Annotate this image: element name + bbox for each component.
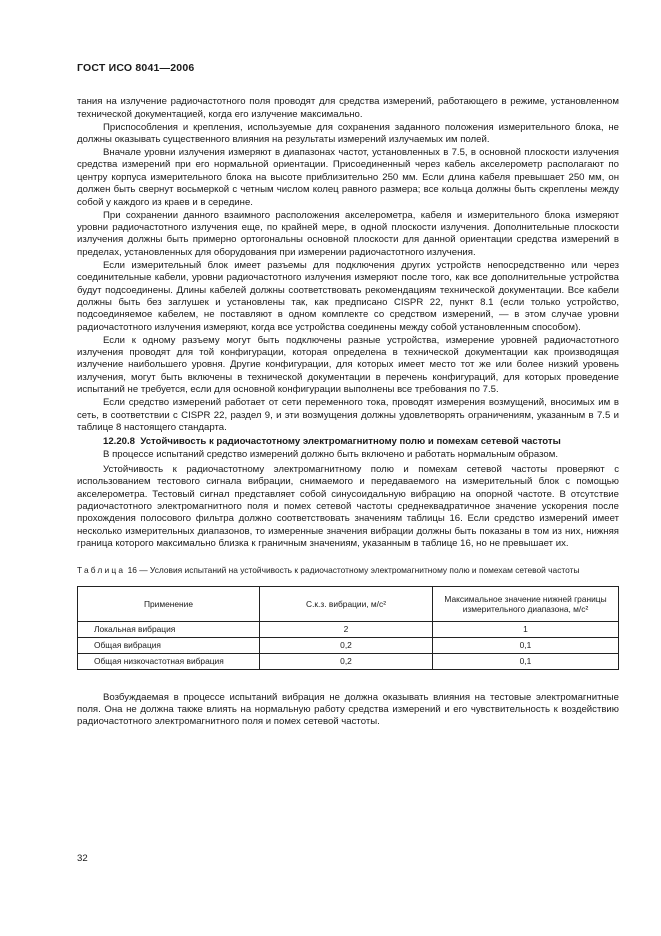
section-number: 12.20.8 [103, 436, 136, 448]
table-header-row [78, 586, 619, 621]
paragraph: В процессе испытаний средство измерений должно быть включено и работать нормальным образом. [103, 449, 558, 461]
table-cell: Общая низкочастотная вибрация [78, 653, 260, 669]
table-caption [77, 565, 619, 576]
table-caption-text: — Условия испытаний на устойчивость к радиочастотному электромагнитному полю и помехам сетевой частоты [139, 564, 580, 575]
paragraph: Если средство измерений работает от сети переменного тока, проводят измерения возмущений, вносимых им в сеть, в соответствии с CISPR 22, раздел 9, и эти возмущения должны удовлетворять ограничениям, указанным в 7.5 и таблице 8 настоящего стандарта. [77, 397, 619, 433]
table-header-cell: С.к.з. вибрации, м/с² [260, 586, 433, 621]
section-heading [77, 436, 619, 448]
table-cell: 0,1 [433, 653, 619, 669]
paragraph: Устойчивость к радиочастотному электромагнитному полю и помехам сетевой частоты проверяют с использованием тестового сигнала вибрации, снимаемого и передаваемого на измерительный блок с помощью акселерометра. Тестовый сигнал представляет собой синусоидальную вибрацию на опорной частоте. В отсутствие радиочастотного электромагнитного поля и помех сетевой частоты среднеквадратичное значение ускорения после прохождения полосового фильтра должно соответствовать значениям таблицы 16. Если средство измерений имеет несколько измерительных диапазонов, то измеренные значения вибрации должны быть показаны в том из них, нижняя граница которого максимально близка к граничным значениям, указанным в таблице 16, но не превышает их. [77, 463, 619, 550]
table-cell: 0,1 [433, 637, 619, 653]
paragraph: Если измерительный блок имеет разъемы для подключения других устройств непосредственно или через соединительные кабели, уровни радиочастотного излучения измеряют после того, как все дополнительные устройства будут подсоединены. Длины кабелей должны соответствовать рекомендациям технической документации. Все кабели должны быть без заглушек и установлены так, как предписано CISPR 22, пункт 8.1 (если только устройство, подсоединяемое кабелем, не поставляют в одном комплекте со средством измерений, — в этом случае уровни радиочастотного излучения измеряют, когда все устройства соединены между собой установленным способом). [77, 259, 619, 333]
paragraph: Вначале уровни излучения измеряют в диапазонах частот, установленных в 7.5, в основной плоскости излучения средства измерений при его нормальной ориентации. Присоединенный через кабель акселерометр располагают по центру корпуса измерительного блока на высоте приблизительно 250 мм. Если длина кабеля превышает 250 мм, он должен быть свернут восьмеркой с четным числом колец равного размера; все кольца должны быть скреплены между собой у каждого из краев и в середине. [77, 147, 619, 208]
paragraph: Возбуждаемая в процессе испытаний вибрация не должна оказывать влияния на тестовые электромагнитные поля. Она не должна также влиять на нормальную работу средства измерений и его чувствительность к воздействию радиочастотного электромагнитного поля и помех сетевой частоты. [77, 691, 619, 728]
table-cell: 2 [260, 621, 433, 637]
table-header-cell: Максимальное значение нижней границы измерительного диапазона, м/с² [433, 586, 619, 621]
table-caption-number: 16 [127, 564, 137, 575]
page-body [77, 62, 619, 729]
table-cell: Локальная вибрация [78, 621, 260, 637]
table-row [78, 653, 619, 669]
document-header: ГОСТ ИСО 8041—2006 [77, 62, 195, 74]
data-table [77, 586, 619, 670]
paragraph: При сохранении данного взаимного расположения акселерометра, кабеля и измерительного блока измеряют уровни радиочастотного излучения еще, по крайней мере, в одной плоскости излучения. Дополнительные плоскости излучения должны быть примерно ортогональны основной плоскости для данной ориентации средства измерений в пределах, установленных для оборудования при измерении радиочастотного излучения. [77, 209, 619, 258]
table-row [78, 637, 619, 653]
paragraph: Приспособления и крепления, используемые для сохранения заданного положения измерительного блока, не должны оказывать существенного влияния на результаты измерений излучаемых им полей. [77, 121, 619, 146]
table-row [78, 621, 619, 637]
table-header-cell: Применение [78, 586, 260, 621]
table-cell: 0,2 [260, 653, 433, 669]
table-cell: Общая вибрация [78, 637, 260, 653]
table-cell: 0,2 [260, 637, 433, 653]
page-number: 32 [77, 853, 88, 864]
table-caption-label: Таблица [77, 564, 126, 575]
paragraph: тания на излучение радиочастотного поля проводят для средства измерений, работающего в режиме, установленном технической документацией, когда его излучение максимально. [77, 96, 619, 120]
paragraph: Если к одному разъему могут быть подключены разные устройства, измерение уровней радиочастотного излучения проводят для той конфигурации, которая определена в технической документации как производящая излучение наибольшего уровня. Другие конфигурации, для которых имеет место тот же или более низкий уровень излучения, могут быть включены в технической документации в перечень конфигураций, для которых проведение испытаний не требуется, если для основной конфигурации выполнены все требования по 7.5. [77, 334, 619, 396]
table-cell: 1 [433, 621, 619, 637]
section-title: Устойчивость к радиочастотному электромагнитному полю и помехам сетевой частоты [140, 436, 561, 448]
